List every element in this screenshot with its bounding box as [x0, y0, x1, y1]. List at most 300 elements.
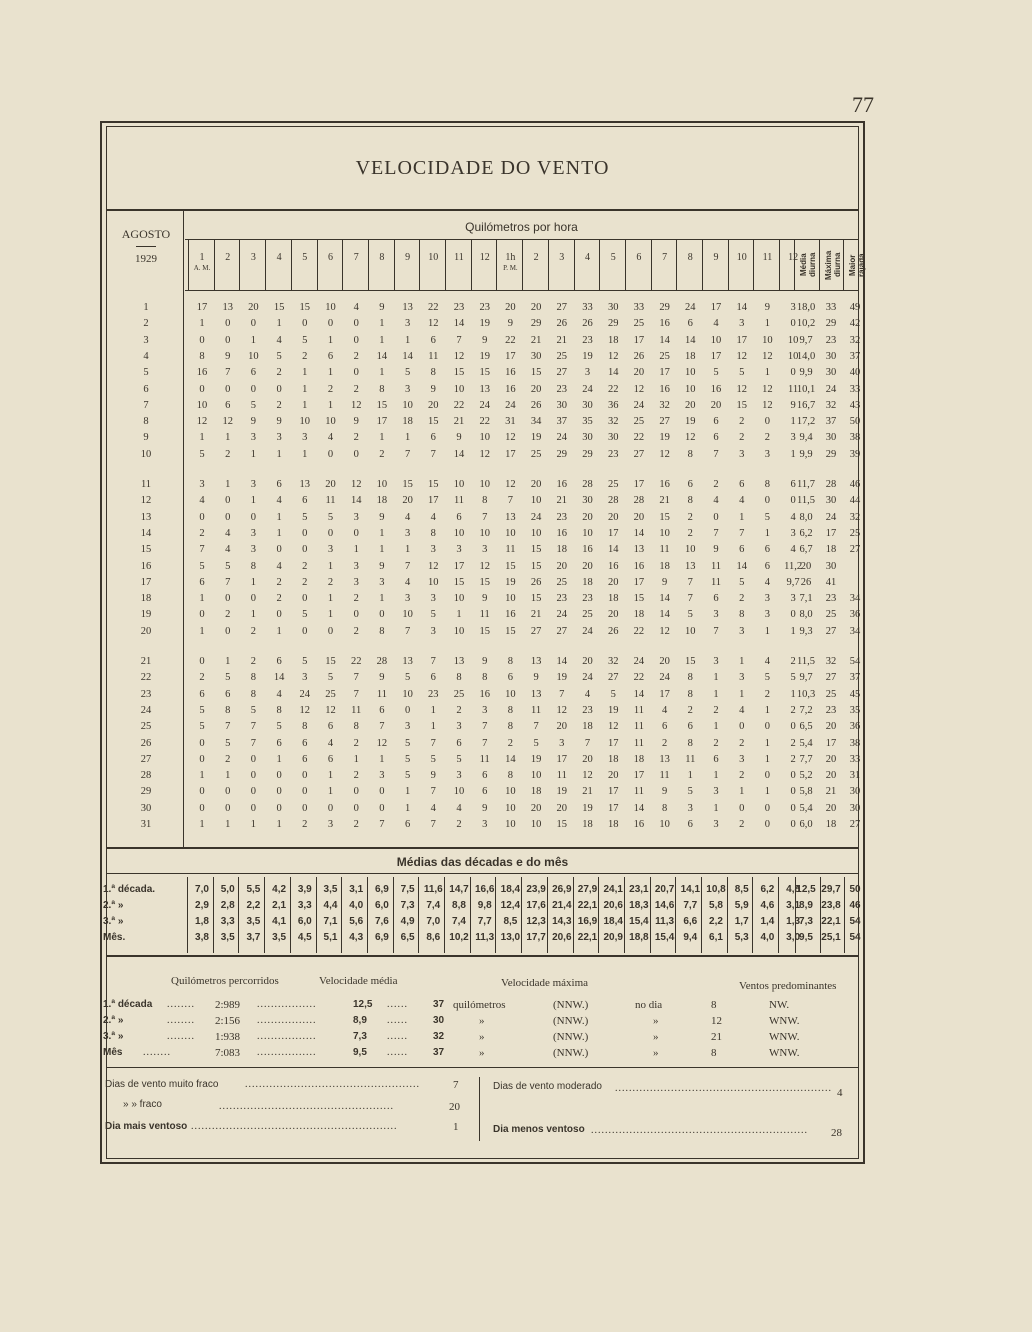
means-cell: 12,4	[500, 900, 521, 911]
means-cell: 11,6	[423, 884, 443, 895]
table-cell: 3	[250, 479, 257, 490]
table-cell: 9,7	[799, 672, 813, 684]
means-cell: 7,7	[477, 916, 492, 927]
hour-col-rule	[445, 239, 446, 290]
table-cell: 27	[849, 819, 861, 830]
table-cell: 15	[530, 560, 542, 572]
day-number: 30	[140, 802, 152, 814]
table-cell: 3	[430, 593, 436, 605]
table-cell: 7	[713, 625, 719, 637]
table-cell: 2	[507, 737, 514, 749]
means-col-rule	[547, 877, 548, 953]
day-number: 4	[143, 350, 149, 362]
hour-header-14	[523, 252, 549, 282]
means-cell: 4,9	[400, 916, 415, 927]
table-cell: 12	[607, 721, 619, 733]
means-cell: 11,3	[655, 916, 675, 927]
table-cell: 7	[250, 737, 257, 749]
table-cell: 2	[225, 753, 231, 765]
table-cell: 5	[199, 448, 205, 460]
footer-fraco-label: » » fraco	[123, 1099, 162, 1110]
table-cell: 19	[479, 318, 490, 330]
table-cell: 0	[327, 802, 334, 814]
table-cell: 26	[800, 576, 812, 588]
table-cell: 7	[533, 721, 539, 733]
table-cell: 0	[199, 786, 205, 798]
table-cell: 6	[687, 819, 693, 830]
table-cell: 5	[250, 399, 257, 411]
table-cell: 11	[633, 786, 644, 798]
table-cell: 0	[302, 786, 308, 798]
table-cell: 2	[687, 511, 693, 523]
hour-header-19	[652, 252, 678, 282]
table-cell: 18	[825, 819, 837, 830]
means-cell: 23,1	[629, 884, 649, 895]
hour-header-20	[677, 252, 703, 282]
table-cell: 14	[736, 560, 747, 572]
table-cell: 5,2	[799, 770, 813, 782]
day-number: 29	[140, 786, 152, 798]
table-cell: 25	[607, 479, 619, 490]
table-cell: 2	[225, 448, 231, 460]
table-cell: 1	[199, 593, 205, 605]
means-cell: 25,1	[821, 932, 841, 943]
table-cell: 0	[276, 609, 282, 621]
summary-wind: WNW.	[769, 1031, 800, 1043]
table-cell: 27	[556, 302, 568, 313]
table-cell: 7	[482, 511, 488, 523]
leader-dots: ........	[167, 999, 195, 1010]
table-cell: 16	[479, 688, 490, 700]
table-cell: 1	[327, 770, 334, 782]
table-cell: 17	[659, 367, 670, 379]
table-cell: 5	[199, 721, 205, 733]
table-cell: 4	[404, 511, 411, 523]
hour-header-label: 4	[276, 252, 282, 263]
table-cell: 50	[849, 416, 861, 428]
table-cell: 15	[505, 560, 516, 572]
hour-col-rule	[548, 239, 549, 290]
means-cell: 3,0	[786, 932, 801, 943]
table-cell: 1	[327, 560, 334, 572]
table-cell: 6	[302, 495, 308, 507]
table-cell: 9	[482, 656, 488, 667]
means-cell: 9,8	[477, 900, 492, 911]
table-cell: 12	[196, 416, 208, 428]
table-cell: 8,0	[799, 609, 813, 621]
table-cell: 5	[199, 704, 205, 716]
table-cell: 12	[350, 399, 362, 411]
table-cell: 19	[556, 672, 568, 684]
means-col-rule	[521, 877, 522, 953]
table-cell: 10	[453, 479, 465, 490]
table-cell: 12	[762, 383, 773, 395]
means-col-rule	[650, 877, 651, 953]
table-cell: 1	[379, 527, 385, 539]
table-cell: 19	[582, 802, 593, 814]
footer-menos-ventoso-label: Dia menos ventoso	[493, 1124, 585, 1135]
table-cell: 2	[276, 576, 282, 588]
table-cell: 7	[430, 656, 436, 667]
means-cell: 3,7	[246, 932, 261, 943]
table-cell: 8	[661, 802, 668, 814]
table-cell: 2	[276, 593, 282, 605]
table-cell: 15	[299, 302, 311, 313]
means-cell: 3,1	[786, 900, 801, 911]
table-cell: 4	[225, 527, 231, 539]
means-col-rule	[341, 877, 342, 953]
table-cell: 8	[379, 383, 385, 395]
table-cell: 8	[687, 737, 693, 749]
table-cell: 9	[456, 432, 462, 444]
table-cell: 4	[199, 495, 205, 507]
summary-km: 7:083	[215, 1047, 241, 1059]
table-cell: 32	[607, 656, 619, 667]
table-cell: 0	[199, 656, 205, 667]
table-cell: 30	[825, 495, 837, 507]
table-cell: 20	[556, 802, 568, 814]
leader-dots: ..............................................................	[615, 1083, 832, 1094]
table-cell: 5	[764, 511, 771, 523]
table-cell: 13	[402, 302, 413, 313]
table-cell: 15	[376, 399, 388, 411]
table-cell: 3	[199, 479, 205, 490]
table-inner-frame	[103, 126, 866, 1159]
table-cell: 8	[199, 350, 205, 362]
means-cell: 1,4	[760, 916, 775, 927]
hour-header-label: 8	[687, 252, 693, 263]
table-cell: 12	[299, 704, 311, 716]
table-cell: 1	[327, 399, 334, 411]
table-cell: 1	[276, 625, 282, 637]
means-cell: 27,9	[577, 884, 598, 895]
table-cell: 1	[276, 511, 282, 523]
table-cell: 40	[849, 367, 861, 379]
table-cell: 7	[456, 334, 462, 346]
summary-vmed: 9,5	[353, 1047, 367, 1058]
table-cell: 5,4	[799, 802, 813, 814]
month-dash	[136, 246, 156, 247]
table-cell: 15	[428, 479, 439, 490]
table-cell: 26	[530, 399, 542, 411]
table-cell: 19	[556, 786, 568, 798]
table-cell: 1	[225, 479, 231, 490]
table-cell: 6	[302, 753, 308, 765]
table-cell: 2	[302, 350, 308, 362]
table-cell: 4	[430, 802, 436, 814]
table-cell: 4	[790, 511, 796, 523]
table-cell: 15	[505, 625, 516, 637]
hour-header-label: 10	[736, 252, 747, 263]
table-cell: 1	[713, 721, 719, 733]
table-cell: 1	[404, 802, 411, 814]
table-cell: 2	[302, 560, 308, 572]
summary-km: 2:156	[215, 1015, 241, 1027]
table-cell: 18	[633, 609, 645, 621]
means-row-label: 1.ª década.	[103, 884, 156, 895]
table-cell: 17	[607, 737, 619, 749]
day-number: 7	[143, 399, 149, 411]
means-cell: 8,8	[452, 900, 466, 911]
day-number: 23	[140, 688, 152, 700]
table-cell: 11	[531, 704, 542, 716]
table-cell: 16	[556, 527, 568, 539]
means-cell: 29,7	[821, 884, 841, 895]
table-cell: 17	[736, 334, 747, 346]
table-cell: 6	[482, 786, 488, 798]
table-cell: 1	[379, 544, 385, 556]
table-cell: 5	[327, 672, 334, 684]
means-cell: 3,1	[349, 884, 364, 895]
table-cell: 8	[456, 672, 462, 684]
table-cell: 1	[379, 318, 385, 330]
table-cell: 0	[225, 593, 231, 605]
means-cell: 7,7	[683, 900, 698, 911]
means-cell: 3,3	[297, 900, 312, 911]
table-cell: 1	[739, 786, 745, 798]
table-cell: 11	[479, 753, 490, 765]
table-cell: 25	[582, 609, 593, 621]
means-row-label: 3.ª »	[103, 916, 124, 927]
hour-header-15	[549, 252, 575, 282]
footer-fraco: 20	[449, 1101, 460, 1113]
table-cell: 0	[379, 786, 385, 798]
table-cell: 3	[687, 802, 693, 814]
table-cell: 13	[530, 688, 542, 700]
table-cell: 33	[582, 302, 593, 313]
hour-col-rule	[522, 239, 523, 290]
table-cell: 13	[505, 511, 516, 523]
table-cell: 1	[456, 609, 462, 621]
table-cell: 10	[505, 802, 516, 814]
table-cell: 2	[302, 576, 308, 588]
table-cell: 22	[453, 399, 465, 411]
table-cell: 21	[530, 334, 542, 346]
leader-dots: ......	[387, 1047, 408, 1058]
table-cell: 6	[790, 479, 796, 490]
table-cell: 25	[825, 688, 837, 700]
table-cell: 3	[302, 672, 308, 684]
hour-header-16	[575, 252, 601, 282]
table-cell: 8	[507, 721, 514, 733]
table-cell: 34	[849, 625, 861, 637]
means-row-label: Mês.	[103, 932, 126, 943]
hour-header-label: 7	[353, 252, 359, 263]
table-cell: 19	[607, 704, 619, 716]
summary-unit: »	[479, 1031, 485, 1043]
table-cell: 21	[582, 786, 593, 798]
means-cell: 15,4	[629, 916, 649, 927]
table-cell: 16	[505, 383, 516, 395]
table-cell: 1	[276, 819, 282, 830]
footer-mais-ventoso: 1	[453, 1121, 459, 1133]
table-cell: 5	[302, 609, 308, 621]
table-cell: 21	[825, 786, 837, 798]
table-cell: 0	[225, 318, 231, 330]
leader-dots: .................	[257, 1031, 317, 1042]
table-cell: 23	[479, 302, 490, 313]
table-cell: 0	[764, 770, 771, 782]
table-cell: 6	[199, 688, 205, 700]
table-cell: 1	[713, 688, 719, 700]
day-number: 19	[140, 609, 152, 621]
table-cell: 20	[530, 302, 542, 313]
table-cell: 10	[685, 544, 696, 556]
table-cell: 15	[479, 576, 490, 588]
table-cell: 12	[479, 448, 490, 460]
extra-col-rule	[819, 239, 820, 290]
summary-vmed: 12,5	[353, 999, 373, 1010]
table-cell: 6	[327, 350, 334, 362]
table-cell: 1	[764, 318, 771, 330]
table-cell: 26	[582, 318, 593, 330]
table-cell: 6,0	[799, 819, 813, 830]
table-cell: 19	[479, 350, 490, 362]
table-cell: 0	[199, 802, 205, 814]
table-cell: 1	[764, 753, 771, 765]
table-cell: 8	[764, 479, 771, 490]
table-cell: 0	[199, 737, 205, 749]
table-cell: 1	[302, 399, 308, 411]
hour-header-label: 4	[585, 252, 590, 263]
table-cell: 20	[505, 302, 516, 313]
table-cell: 27	[825, 672, 837, 684]
table-cell: 27	[530, 625, 542, 637]
table-cell: 0	[353, 802, 359, 814]
table-cell: 19	[582, 350, 593, 362]
table-cell: 9,7	[799, 334, 813, 346]
means-cell: 8,5	[503, 916, 518, 927]
table-cell: 3	[790, 432, 796, 444]
summary-row-label: 2.ª »	[103, 1015, 124, 1026]
table-cell: 6	[739, 479, 745, 490]
table-cell: 15	[453, 576, 465, 588]
means-cell: 5,6	[349, 916, 364, 927]
table-cell: 14,0	[796, 350, 816, 362]
summary-bottom-rule	[107, 1067, 858, 1068]
table-cell: 3	[404, 383, 411, 395]
table-cell: 27	[607, 672, 619, 684]
table-cell: 3	[250, 432, 257, 444]
table-cell: 16	[659, 383, 670, 395]
table-cell: 24	[825, 383, 837, 395]
table-cell: 7	[430, 786, 436, 798]
table-cell: 7	[507, 495, 514, 507]
day-number: 16	[140, 560, 152, 572]
table-cell: 4	[430, 511, 436, 523]
table-cell: 4	[584, 688, 591, 700]
means-cell: 24,1	[603, 884, 623, 895]
table-cell: 12	[556, 704, 568, 716]
table-cell: 25	[633, 416, 645, 428]
table-cell: 8	[482, 495, 488, 507]
table-cell: 36	[849, 609, 861, 621]
means-col-rule	[598, 877, 599, 953]
table-cell: 2	[739, 593, 745, 605]
means-cell: 4,6	[760, 900, 775, 911]
means-col-rule	[393, 877, 394, 953]
table-cell: 29	[659, 302, 670, 313]
hour-header-label: 2	[225, 252, 231, 263]
table-cell: 3	[404, 318, 411, 330]
table-cell: 14	[633, 527, 645, 539]
table-cell: 21	[556, 334, 568, 346]
table-cell: 28	[376, 656, 388, 667]
table-cell: 5	[764, 672, 771, 684]
table-cell: 1	[764, 704, 771, 716]
day-number: 24	[140, 704, 152, 716]
table-cell: 17	[659, 688, 670, 700]
table-cell: 0	[250, 593, 257, 605]
table-cell: 7	[713, 527, 719, 539]
table-cell: 11	[479, 609, 490, 621]
table-cell: 2	[764, 688, 771, 700]
table-cell: 33	[633, 302, 645, 313]
table-cell: 2	[687, 704, 693, 716]
summary-vmax: 32	[433, 1031, 445, 1042]
table-cell: 23	[453, 302, 465, 313]
table-cell: 35	[582, 416, 593, 428]
hour-header-4	[266, 252, 292, 282]
means-col-rule	[727, 877, 728, 953]
table-cell: 11	[710, 576, 722, 588]
table-cell: 22	[505, 334, 516, 346]
table-cell: 0	[276, 544, 282, 556]
table-cell: 24	[633, 399, 645, 411]
table-cell: 18	[582, 576, 593, 588]
table-cell: 1	[276, 527, 282, 539]
means-cell: 22,1	[577, 932, 598, 943]
table-cell: 2	[276, 399, 282, 411]
table-cell: 0	[790, 802, 796, 814]
means-cell: 20,7	[654, 884, 675, 895]
table-cell: 1	[764, 737, 771, 749]
table-cell: 0	[790, 770, 796, 782]
day-number: 21	[140, 656, 152, 667]
means-cell: 7,3	[400, 900, 415, 911]
table-cell: 10	[582, 527, 593, 539]
table-cell: 6	[456, 737, 462, 749]
table-cell: 0	[276, 802, 282, 814]
table-cell: 8	[250, 560, 257, 572]
table-cell: 12	[762, 399, 773, 411]
table-cell: 6	[713, 416, 719, 428]
hour-header-label: 11	[454, 252, 464, 263]
table-cell: 37	[556, 416, 568, 428]
table-cell: 4	[713, 495, 719, 507]
hour-col-rule	[214, 239, 215, 290]
table-cell: 37	[825, 416, 837, 428]
table-cell: 2	[276, 367, 282, 379]
table-cell: 17	[428, 495, 439, 507]
summary-row-label: Mês	[103, 1047, 123, 1058]
table-cell: 7	[430, 819, 436, 830]
hour-col-rule	[317, 239, 318, 290]
table-cell: 0	[199, 753, 205, 765]
table-cell: 3	[713, 786, 719, 798]
table-cell: 11	[505, 544, 516, 556]
table-cell: 7	[482, 721, 488, 733]
table-cell: 14	[453, 318, 465, 330]
table-cell: 28	[582, 479, 593, 490]
table-cell: 1	[379, 334, 385, 346]
table-cell: 49	[849, 302, 861, 313]
leader-dots: .................	[257, 999, 317, 1010]
table-cell: 3	[430, 544, 436, 556]
table-cell: 30	[607, 432, 619, 444]
table-cell: 14	[659, 593, 670, 605]
table-cell: 9	[430, 383, 436, 395]
